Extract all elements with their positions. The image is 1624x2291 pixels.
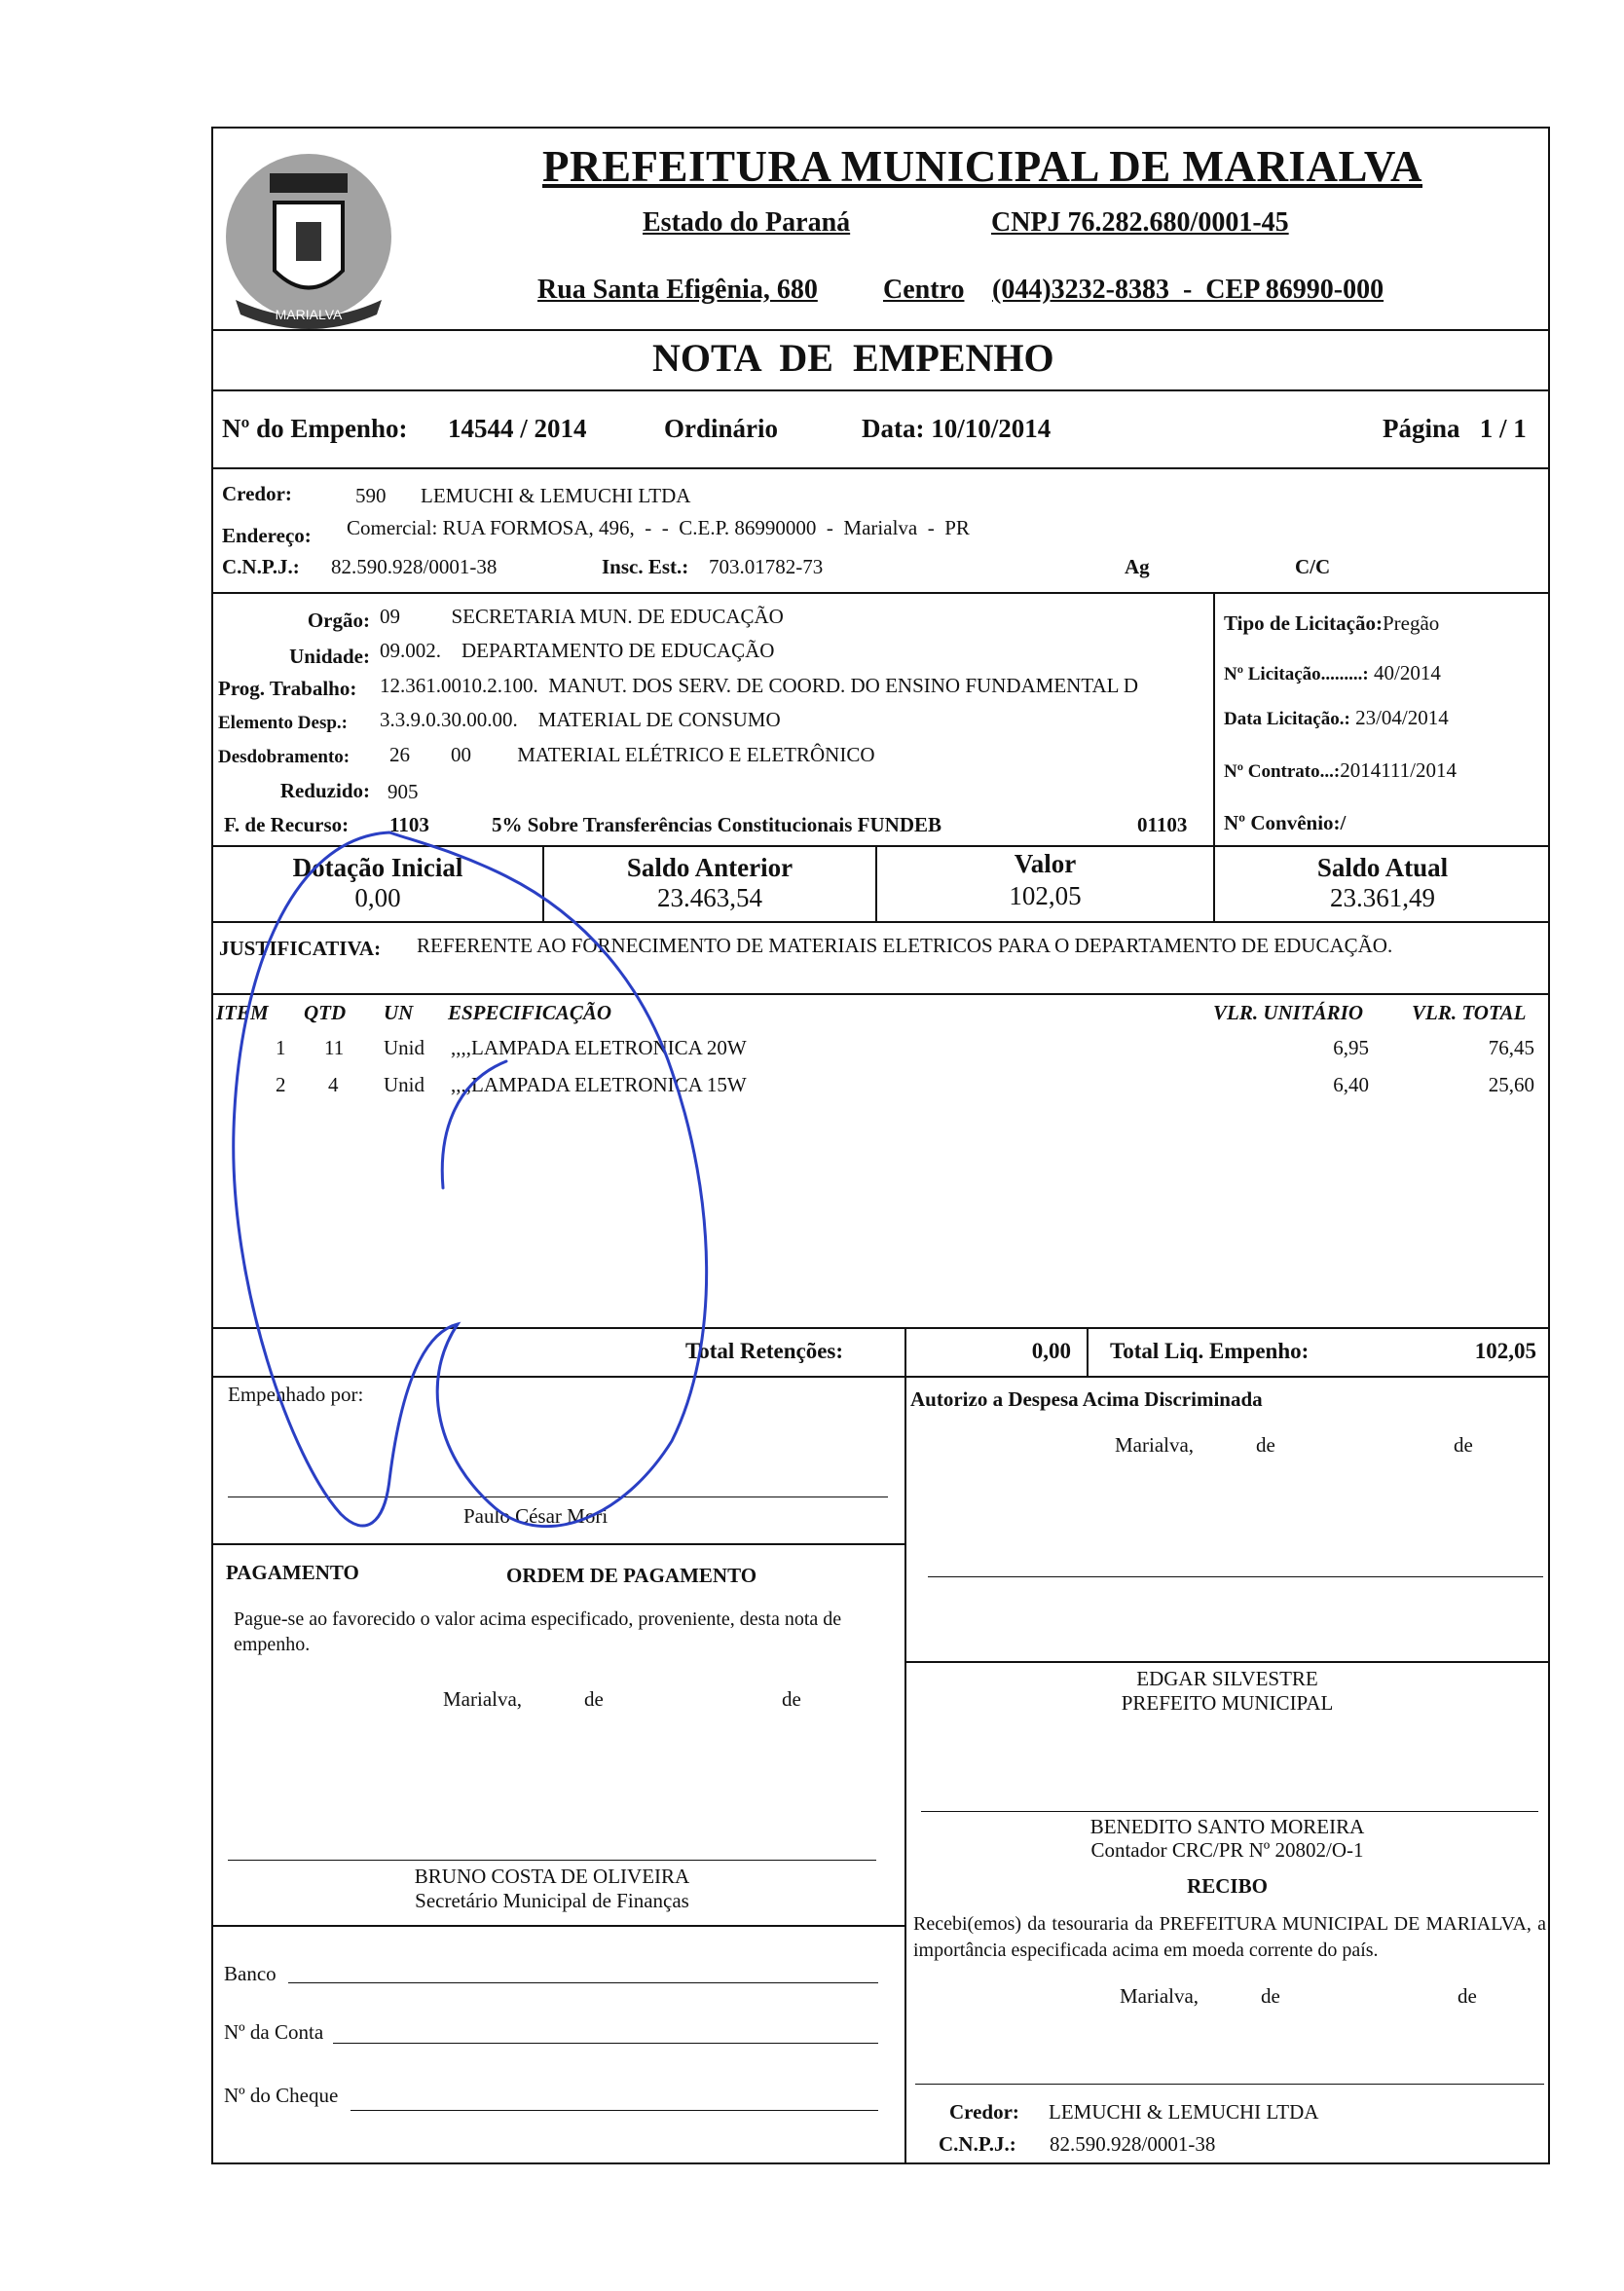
autorizo-city: Marialva,	[1115, 1433, 1195, 1457]
col-item: ITEM	[216, 1001, 269, 1024]
licitacao-numero: Nº Licitação.........: 40/2014	[1224, 661, 1441, 684]
credor-name: LEMUCHI & LEMUCHI LTDA	[421, 484, 691, 507]
licitacao-data: Data Licitação.: 23/04/2014	[1224, 706, 1449, 729]
ordem-label: ORDEM DE PAGAMENTO	[506, 1564, 757, 1587]
state-label: Estado do Paraná	[643, 207, 851, 238]
row-spec: ,,,,LAMPADA ELETRONICA 20W	[451, 1036, 747, 1059]
licitacao-contrato: Nº Contrato...:2014111/2014	[1224, 758, 1457, 782]
empenho-type: Ordinário	[664, 414, 779, 443]
row-item: 1	[276, 1036, 286, 1059]
row-qtd: 4	[328, 1073, 339, 1096]
row-item: 2	[276, 1073, 286, 1096]
justificativa-text: REFERENTE AO FORNECIMENTO DE MATERIAIS ELETRICOS PARA O DEPARTAMENTO DE EDUCAÇÃO.	[417, 934, 1393, 957]
unidade-value: 09.002. DEPARTAMENTO DE EDUCAÇÃO	[380, 639, 775, 662]
valor-value: 102,05	[1009, 881, 1082, 910]
coat-of-arms-logo	[216, 134, 401, 329]
recibo-de-2: de	[1458, 1984, 1477, 2008]
banco-label: Banco	[224, 1962, 277, 1985]
retencoes-value: 0,00	[1031, 1339, 1071, 1363]
dotacao-value: 0,00	[354, 883, 401, 912]
desdob-value: 26 00 MATERIAL ELÉTRICO E ELETRÔNICO	[389, 743, 875, 766]
endereco-label: Endereço:	[222, 524, 312, 547]
empenhado-label: Empenhado por:	[228, 1383, 364, 1406]
atual-value: 23.361,49	[1330, 883, 1435, 912]
recurso-desc: 5% Sobre Transferências Constitucionais FUNDEB	[492, 813, 942, 836]
dotacao-label: Dotação Inicial	[292, 853, 463, 882]
cnpj-label: C.N.P.J.:	[222, 555, 300, 578]
prefeito-title: PREFEITO MUNICIPAL	[1121, 1691, 1334, 1715]
recibo-credor-name: LEMUCHI & LEMUCHI LTDA	[1049, 2100, 1319, 2124]
cc-label: C/C	[1295, 555, 1331, 578]
row-spec: ,,,,LAMPADA ELETRONICA 15W	[451, 1073, 747, 1096]
insc-label: Insc. Est.:	[602, 555, 689, 578]
contador-name: BENEDITO SANTO MOREIRA	[1089, 1815, 1365, 1838]
row-un: Unid	[384, 1073, 424, 1096]
prefeito-name: EDGAR SILVESTRE	[1136, 1667, 1318, 1690]
col-total: VLR. TOTAL	[1412, 1001, 1527, 1024]
empenho-number: 14544 / 2014	[448, 414, 587, 443]
contador-title: Contador CRC/PR Nº 20802/O-1	[1090, 1838, 1364, 1862]
page-number: Página 1 / 1	[1383, 414, 1527, 443]
prog-value: 12.361.0010.2.100. MANUT. DOS SERV. DE COORD. DO ENSINO FUNDAMENTAL D	[380, 674, 1139, 697]
row-qtd: 11	[324, 1036, 345, 1059]
row-un: Unid	[384, 1036, 424, 1059]
pagamento-city: Marialva,	[443, 1687, 523, 1711]
autorizo-de-2: de	[1454, 1433, 1473, 1457]
reduzido-label: Reduzido:	[279, 779, 370, 802]
prog-label: Prog. Trabalho:	[218, 677, 357, 700]
document-title: NOTA DE EMPENHO	[652, 336, 1054, 380]
recibo-label: RECIBO	[1187, 1874, 1268, 1898]
reduzido-value: 905	[388, 780, 419, 803]
justificativa-label: JUSTIFICATIVA:	[219, 937, 382, 960]
row-unit: 6,40	[1333, 1073, 1369, 1096]
col-unit: VLR. UNITÁRIO	[1213, 1001, 1364, 1024]
secretario-title: Secretário Municipal de Finanças	[415, 1889, 689, 1912]
insc-value: 703.01782-73	[709, 555, 824, 578]
secretario-name: BRUNO COSTA DE OLIVEIRA	[414, 1865, 690, 1888]
ag-label: Ag	[1125, 555, 1150, 578]
atual-label: Saldo Atual	[1316, 853, 1449, 882]
row-unit: 6,95	[1333, 1036, 1369, 1059]
recibo-text: Recebi(emos) da tesouraria da PREFEITURA MUNICIPAL DE MARIALVA, a importância especificada acima em moeda corrente do país.	[913, 1913, 1546, 1961]
cnpj-value: 82.590.928/0001-38	[331, 555, 498, 578]
cnpj-header: CNPJ 76.282.680/0001-45	[991, 207, 1289, 238]
col-spec: ESPECIFICAÇÃO	[448, 1001, 612, 1024]
credor-label: Credor:	[222, 482, 292, 505]
orgao-value: 09 SECRETARIA MUN. DE EDUCAÇÃO	[380, 605, 784, 628]
anterior-value: 23.463,54	[657, 883, 762, 912]
pagamento-label: PAGAMENTO	[226, 1561, 359, 1584]
recibo-de-1: de	[1261, 1984, 1280, 2008]
row-total: 25,60	[1488, 1073, 1534, 1096]
elemento-label: Elemento Desp.:	[218, 713, 348, 733]
liquido-label: Total Liq. Empenho:	[1110, 1339, 1310, 1363]
elemento-value: 3.3.9.0.30.00.00. MATERIAL DE CONSUMO	[380, 708, 781, 731]
pagamento-de-2: de	[782, 1687, 801, 1711]
credor-code: 590	[355, 484, 387, 507]
licitacao-tipo: Tipo de Licitação:Pregão	[1224, 611, 1440, 635]
valor-label: Valor	[1014, 849, 1077, 878]
autorizo-label: Autorizo a Despesa Acima Discriminada	[910, 1387, 1263, 1411]
unidade-label: Unidade:	[289, 645, 370, 668]
col-un: UN	[384, 1001, 414, 1024]
liquido-value: 102,05	[1474, 1339, 1536, 1363]
row-total: 76,45	[1488, 1036, 1534, 1059]
recurso-num: 01103	[1137, 813, 1188, 836]
conta-label: Nº da Conta	[224, 2020, 324, 2044]
autorizo-de-1: de	[1256, 1433, 1275, 1457]
recibo-city: Marialva,	[1120, 1984, 1200, 2008]
empenhado-name: Paulo César Mori	[463, 1504, 609, 1528]
cheque-label: Nº do Cheque	[224, 2084, 339, 2107]
col-qtd: QTD	[304, 1001, 347, 1024]
recibo-cnpj-value: 82.590.928/0001-38	[1050, 2132, 1216, 2156]
recibo-credor-label: Credor:	[949, 2100, 1019, 2124]
endereco-value: Comercial: RUA FORMOSA, 496, - - C.E.P. 86990000 - Marialva - PR	[347, 516, 970, 539]
orgao-label: Orgão:	[307, 609, 370, 632]
pague-text: Pague-se ao favorecido o valor acima especificado, proveniente, desta nota de empenho.	[234, 1608, 842, 1655]
retencoes-label: Total Retenções:	[685, 1339, 844, 1363]
address-label: Rua Santa Efigênia, 680	[537, 275, 818, 305]
desdob-label: Desdobramento:	[218, 747, 351, 767]
seal-text: MARIALVA	[275, 307, 343, 322]
recurso-label: F. de Recurso:	[224, 813, 350, 836]
empenho-date: Data: 10/10/2014	[862, 414, 1052, 443]
page-title: PREFEITURA MUNICIPAL DE MARIALVA	[542, 142, 1423, 191]
anterior-label: Saldo Anterior	[626, 853, 794, 882]
licitacao-convenio: Nº Convênio:/	[1224, 811, 1347, 834]
district-label: Centro	[883, 275, 965, 305]
empenho-label: Nº do Empenho:	[222, 414, 408, 443]
recurso-code: 1103	[389, 813, 429, 836]
recibo-cnpj-label: C.N.P.J.:	[939, 2132, 1016, 2156]
phone-cep: (044)3232-8383 - CEP 86990-000	[992, 275, 1384, 305]
pagamento-de-1: de	[584, 1687, 604, 1711]
